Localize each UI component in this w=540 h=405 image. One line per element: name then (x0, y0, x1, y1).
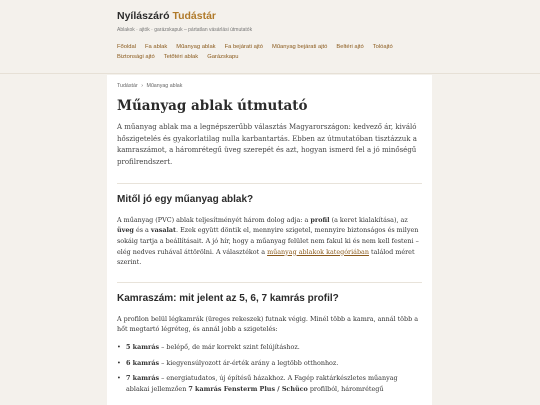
nav-link-garazskapu[interactable]: Garázskapu (207, 54, 239, 60)
quality-paragraph (117, 215, 422, 268)
list-item (117, 373, 422, 394)
list-item-text: – kiegyensúlyozott ár-érték arány a legtöbb otthonhoz. (159, 358, 339, 367)
nav-link-fooldal[interactable]: Főoldal (117, 44, 137, 50)
list-item-text: – energiatudatos, új építésű házakhoz. A Fagép raktárkészletes műanyag ablakai jellemzően (126, 374, 398, 393)
list-item-bold: 7 kamrás (126, 374, 160, 383)
quality-bold-uveg: üveg (117, 226, 134, 235)
site-header (0, 0, 540, 74)
chamber-list (117, 342, 422, 394)
intro-paragraph: A műanyag ablak ma a legnépszerűbb választás Magyarországon: kedvező ár, kiváló hőszigetelés és gyakorlatilag nulla karbantartás. Ebben az útmutatóban tisztázzuk a kamraszámot, a háromrétegű üveg szerepét és azt, hogyan ismerd fel a jó minőségű profilrendszert. (117, 123, 417, 167)
quality-text-d: . Ezek együtt döntik el, mennyire szigetel, mennyire biztonságos és milyen sokáig tartja a beállításait. A jó hír, hogy a műanyag felület nem fakul ki és nem kell festeni – elég nedves ruhával áttörölni. A választékot a (117, 226, 419, 256)
section-divider (117, 282, 422, 283)
quality-text-b: (a keret kialakítása), az (329, 215, 408, 224)
article-content (107, 75, 432, 405)
breadcrumb-current: Műanyag ablak (146, 83, 183, 89)
category-link[interactable]: műanyag ablakok kategóriában (267, 247, 369, 256)
nav-link-muanyag-ablak[interactable]: Műanyag ablak (176, 44, 216, 50)
section-heading-quality: Mitől jó egy műanyag ablak? (117, 193, 254, 205)
section-heading-chambers: Kamraszám: mit jelent az 5, 6, 7 kamrás profil? (117, 292, 339, 304)
list-item (117, 358, 422, 369)
logo-main-text: Nyílászáró (117, 10, 170, 22)
breadcrumb (117, 83, 422, 89)
quality-text-e: találod méret szerint. (117, 247, 415, 267)
list-item-text-end: profilból, háromrétegű (307, 384, 384, 393)
nav-link-tetoteri-ablak[interactable]: Tetőtéri ablak (163, 54, 199, 60)
nav-link-biztonsagi-ajto[interactable]: Biztonsági ajtó (117, 54, 155, 60)
breadcrumb-separator: › (141, 83, 143, 89)
nav-link-muanyag-bejarati-ajto[interactable]: Műanyag bejárati ajtó (271, 44, 328, 50)
site-tagline: Ablakok · ajtók · garázskapuk – pártatlan vásárlási útmutatók (117, 27, 253, 33)
section-divider (117, 183, 422, 184)
site-logo[interactable] (117, 10, 540, 22)
list-item (117, 342, 422, 353)
page-title: Műanyag ablak útmutató (117, 98, 308, 114)
quality-text-c: és a (133, 226, 151, 235)
list-item-bold: 6 kamrás (126, 358, 160, 367)
chambers-intro: A profilon belül légkamrák (üreges rekeszek) futnak végig. Minél több a kamra, annál több a hőt megtartó légréteg, és annál jobb a szigetelés: (117, 314, 419, 334)
nav-link-toloajto[interactable]: Tolóajtó (372, 44, 393, 50)
list-item-bold: 5 kamrás (126, 342, 160, 351)
nav-link-fa-ablak[interactable]: Fa ablak (145, 44, 168, 50)
quality-bold-profil: profil (310, 215, 330, 224)
nav-link-belteri-ajto[interactable]: Beltéri ajtó (336, 44, 364, 50)
quality-text-a: A műanyag (PVC) ablak teljesítményét három dolog adja: a (117, 215, 311, 224)
breadcrumb-home-link[interactable]: Tudástár (117, 83, 138, 89)
logo-accent-text: Tudástár (172, 10, 217, 22)
list-item-bold-profile: 7 kamrás Fensterm Plus / Schüco (188, 384, 308, 393)
list-item-text: – belépő, de már korrekt szint felújításhoz. (159, 342, 300, 351)
main-nav (117, 44, 407, 60)
quality-bold-vasalat: vasalat (150, 226, 176, 235)
nav-link-fa-bejarati-ajto[interactable]: Fa bejárati ajtó (224, 44, 263, 50)
